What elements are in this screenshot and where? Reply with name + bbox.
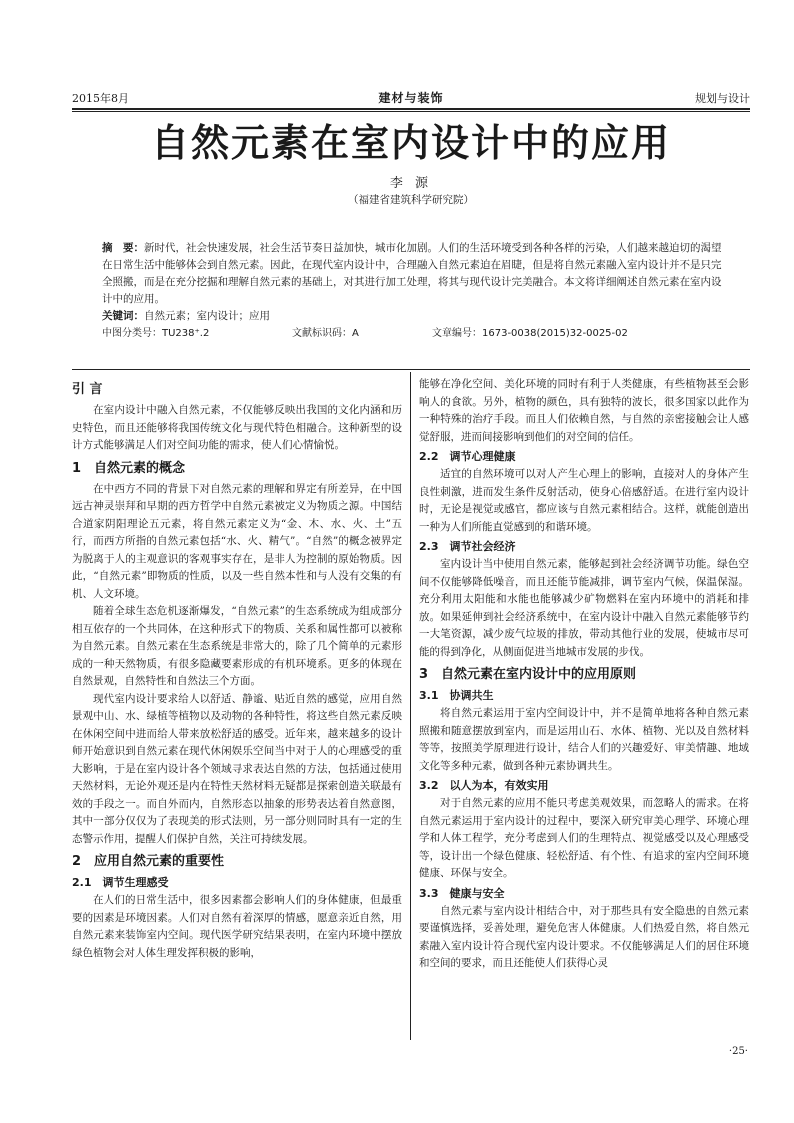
section-heading: 1 自然元素的概念 <box>72 460 186 476</box>
right-column <box>419 376 749 973</box>
body-paragraph: 对于自然元素的应用不能只考虑美观效果，而忽略人的需求。在将自然元素运用于室内设计的过程中，要深入研究审美心理学、环境心理学和人体工程学，充分考虑到人们的生理特点、视觉感受以及心理感受等，设计出一个绿色健康、轻松舒适、有个性、有追求的室内空间环境健康、环保与安全。 <box>419 797 749 879</box>
abstract-block <box>102 240 724 342</box>
body-paragraph: 在中西方不同的背景下对自然元素的理解和界定有所差异，在中国远古神灵崇拜和早期的西方哲学中自然元素被定义为物质之源。中国结合道家阴阳理论五元素，将自然元素定义为“金、木、水、火、土”五行，而西方所指的自然元素包括“水、火、精气”。“自然”的概念被界定为脱离于人的主观意识的客观事实存在，是非人为控制的原始物质。因此，“自然元素”即物质的性质，以及一些自然本性和与人没有交集的有机、人文环境。 <box>72 482 402 600</box>
subsection-heading: 3.3 健康与安全 <box>419 886 505 900</box>
subsection-heading: 2.1 调节生理感受 <box>72 876 169 889</box>
body-paragraph: 在人们的日常生活中，很多因素都会影响人们的身体健康，但最重要的因素是环境因素。人们对自然有着深厚的情感，愿意亲近自然，用自然元素来装饰室内空间。现代医学研究结果表明，在室内环境中摆放绿色植物会对人体生理发挥积极的影响， <box>72 894 402 959</box>
page-number: ·25· <box>728 1046 748 1057</box>
article-title: 自然元素在室内设计中的应用 <box>150 120 671 165</box>
header-rule <box>72 108 750 110</box>
subsection-heading: 3.2 以人为本，有效实用 <box>419 779 549 792</box>
abstract-label: 摘 要： <box>102 242 144 254</box>
author: 李 源 <box>389 176 433 191</box>
header-rule-thin <box>72 111 750 112</box>
journal-name: 建材与装饰 <box>378 91 444 105</box>
subsection-heading: 2.3 调节社会经济 <box>419 540 516 553</box>
subsection-heading: 3.1 协调共生 <box>419 689 494 702</box>
section-name: 规划与设计 <box>695 92 750 105</box>
document-code: 文献标识码：A <box>292 328 359 339</box>
body-paragraph: 在室内设计中融入自然元素，不仅能够反映出我国的文化内涵和历史特色，而且还能够将我国传统文化与现代特色相融合。这种新型的设计方式能够满足人们对空间功能的需求，使人们心情愉悦。 <box>72 404 402 451</box>
body-paragraph: 随着全球生态危机逐渐爆发，“自然元素”的生态系统成为组成部分相互依存的一个共同体，在这种形式下的物质、关系和属性都可以被称为自然元素。自然元素在生态系统是非常大的，除了几个简单的元素形成的一种天然物质，有很多隐藏要素形成的有机环境系。更多的体现在自然景观，自然特性和自然法三个方面。 <box>72 605 402 687</box>
left-column <box>72 376 402 962</box>
abstract-rule <box>72 369 750 370</box>
body-paragraph: 现代室内设计要求给人以舒适、静谧、贴近自然的感觉，应用自然景观中山、水、绿植等植物以及动物的各种特性，将这些自然元素反映在休闲空间中进而给人带来放松舒适的感受。近年来，越来越多的设计师开始意识到自然元素在现代休闲娱乐空间当中对于人的心理感受的重大影响，于是在室内设计各个领域寻求表达自然的方法，包括通过使用天然材料，无论外观还是内在特性天然材料无疑都是探索创造关联最有效的手段之一。而自外而内，自然形态以抽象的形势表达着自然意图，其中一部分仅仅为了表现美的形式法则，另一部分则同时具有一定的生态警示作用，提醒人们保护自然，关注可持续发展。 <box>72 692 402 845</box>
keywords: 自然元素；室内设计；应用 <box>144 310 270 322</box>
classification-line <box>102 325 724 342</box>
body-paragraph: 适宜的自然环境可以对人产生心理上的影响，直接对人的身体产生良性刺激，进而发生条件反射活动，使身心倍感舒适。在进行室内设计时，无论是视觉或感官，都应该与自然元素相结合。这样，就能创造出一种为人们所能直觉感到的和谐环境。 <box>419 468 749 533</box>
body-paragraph: 室内设计当中使用自然元素，能够起到社会经济调节功能。绿色空间不仅能够降低噪音，而且还能节能减排，调节室内气候，保温保湿。充分利用太阳能和水能也能够减少矿物燃料在室内环境中的消耗和排放。如果延伸到社会经济系统中，在室内设计中融入自然元素能够节约一大笔资源，减少废气垃圾的排放，带动其他行业的发展，使城市尽可能的得到净化，从侧面促进当地城市发展的步伐。 <box>419 558 749 658</box>
section-heading: 3 自然元素在室内设计中的应用原则 <box>419 667 637 682</box>
body-paragraph: 能够在净化空间、美化环境的同时有利于人类健康，有些植物甚至会影响人的食欲。另外，植物的颜色，具有独特的波长，很多国家以此作为一种特殊的治疗手段。而且人们依赖自然，与自然的亲密接触会让人感觉舒服，进而间接影响到他们的对空间的信任。 <box>419 378 749 443</box>
abstract-text: 新时代，社会快速发展，社会生活节奏日益加快，城市化加剧。人们的生活环境受到各种各样的污染，人们越来越迫切的渴望在日常生活中能够体会到自然元素。因此，在现代室内设计中，合理融入自然元素迫在眉睫，但是将自然元素融入室内设计并不是只完全照搬，而是在充分挖掘和理解自然元素的基础上，对其进行加工处理，将其与现代设计完美融合。本文将详细阐述自然元素在室内设计中的应用。 <box>102 242 722 305</box>
keywords-label: 关键词： <box>102 310 144 322</box>
abstract-paragraph <box>102 240 724 308</box>
article-number: 文章编号：1673-0038(2015)32-0025-02 <box>432 328 628 339</box>
section-heading: 引 言 <box>72 382 103 397</box>
clc-code: 中图分类号：TU238⁺.2 <box>102 328 210 339</box>
issue-date: 2015年8月 <box>72 92 129 105</box>
affiliation: （福建省建筑科学研究院） <box>348 194 474 206</box>
body-paragraph: 将自然元素运用于室内空间设计中，并不是简单地将各种自然元素照搬和随意摆放到室内，而是运用山石、水体、植物、光以及自然材料等等，按照美学原理进行设计，结合人们的兴趣爱好、审美情趣、地域文化等多种元素，做到各种元素协调共生。 <box>419 707 749 772</box>
column-divider <box>410 372 411 1040</box>
keywords-line <box>102 308 724 325</box>
body-paragraph: 自然元素与室内设计相结合中，对于那些具有安全隐患的自然元素要谨慎选择，妥善处理，避免危害人体健康。人们热爱自然，将自然元素融入室内设计符合现代室内设计要求。不仅能够满足人们的居住环境和空间的要求，而且还能使人们获得心灵 <box>419 904 749 969</box>
subsection-heading: 2.2 调节心理健康 <box>419 450 516 463</box>
running-header <box>72 90 750 108</box>
section-heading: 2 应用自然元素的重要性 <box>72 854 225 869</box>
